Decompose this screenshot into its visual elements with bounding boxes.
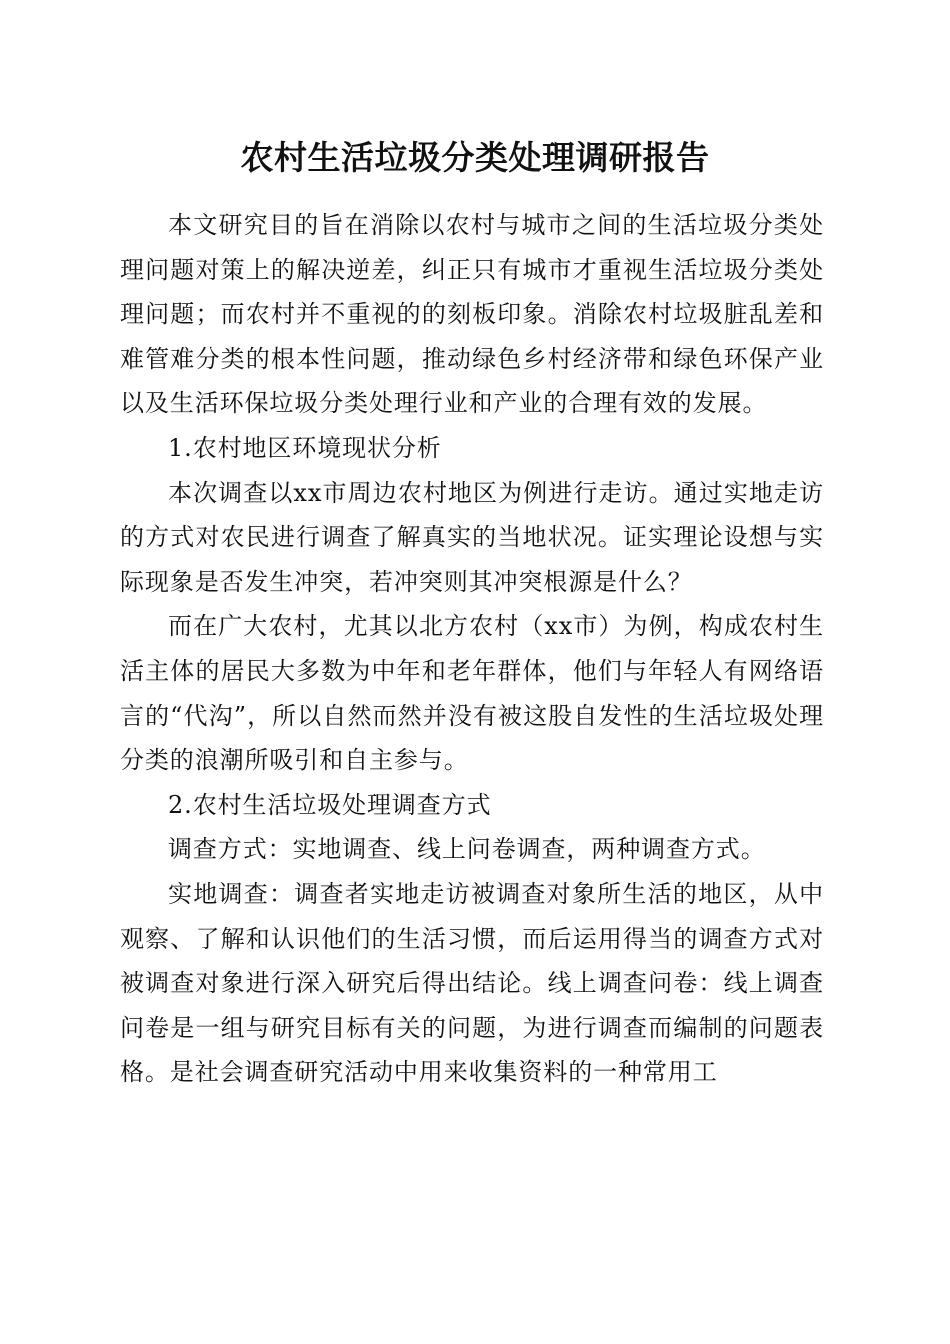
body-paragraph: 而在广大农村，尤其以北方农村（xx市）为例，构成农村生活主体的居民大多数为中年和老年群体，他们与年轻人有网络语言的“代沟”，所以自然而然并没有被这股自发性的生活垃圾处理分类的浪潮所吸引和自主参与。 <box>120 612 824 775</box>
document-title: 农村生活垃圾分类处理调研报告 <box>240 138 710 177</box>
body-paragraph: 本次调查以xx市周边农村地区为例进行走访。通过实地走访的方式对农民进行调查了解真实的当地状况。证实理论设想与实际现象是否发生冲突，若冲突则其冲突根源是什么？ <box>120 478 824 596</box>
document-body <box>120 203 824 1095</box>
section-heading-1: 1.农村地区环境现状分析 <box>168 433 442 462</box>
intro-paragraph: 本文研究目的旨在消除以农村与城市之间的生活垃圾分类处理问题对策上的解决逆差，纠正只有城市才重视生活垃圾分类处理问题；而农村并不重视的的刻板印象。消除农村垃圾脏乱差和难管难分类的根本性问题，推动绿色乡村经济带和绿色环保产业以及生活环保垃圾分类处理行业和产业的合理有效的发展。 <box>120 211 824 418</box>
section-heading-2: 2.农村生活垃圾处理调查方式 <box>168 790 492 819</box>
body-paragraph: 调查方式：实地调查、线上问卷调查，两种调查方式。 <box>168 835 766 864</box>
body-paragraph: 实地调查：调查者实地走访被调查对象所生活的地区，从中观察、了解和认识他们的生活习惯，而后运用得当的调查方式对被调查对象进行深入研究后得出结论。线上调查问卷：线上调查问卷是一组与研究目标有关的问题，为进行调查而编制的问题表格。是社会调查研究活动中用来收集资料的一种常用工 <box>120 879 824 1087</box>
